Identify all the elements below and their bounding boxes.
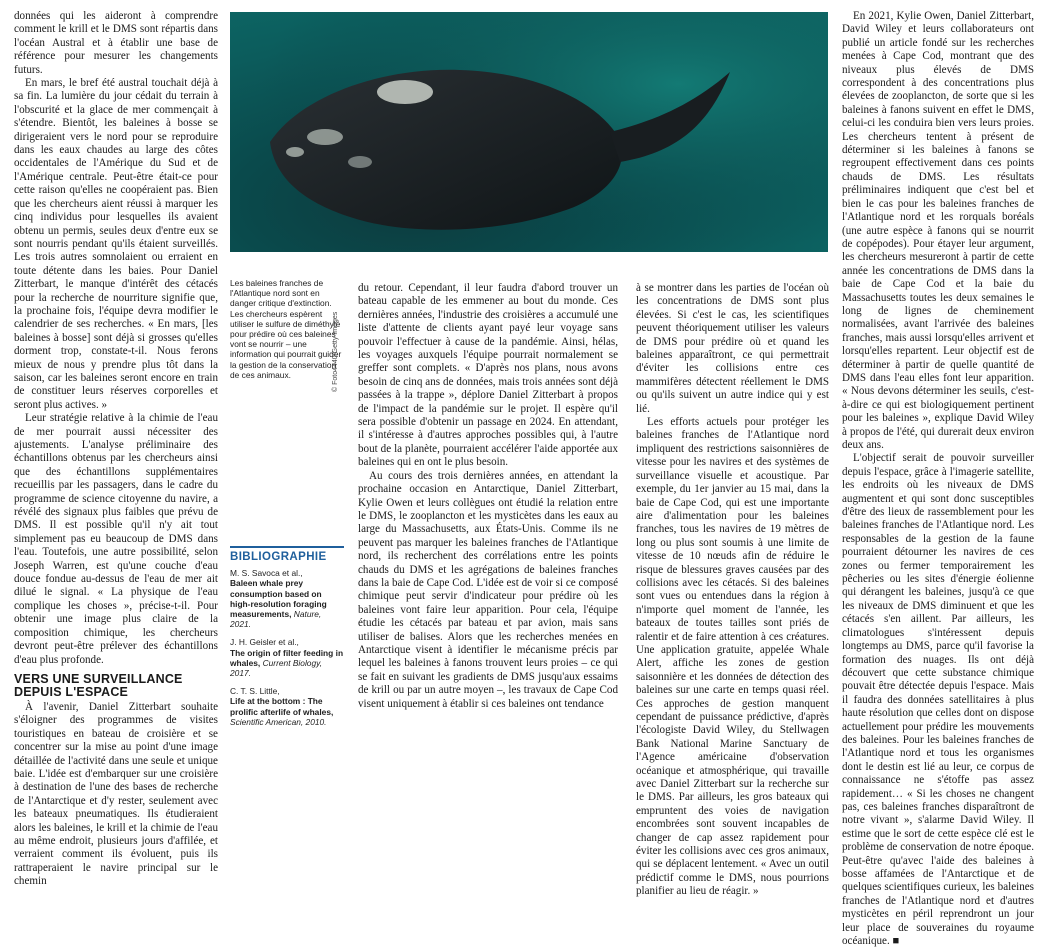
bib-title: Baleen whale prey consumption based on high-resolution foraging measurements,	[230, 578, 327, 620]
paragraph: Au cours des trois dernières années, en attendant la prochaine occasion en Antarctique, Daniel Zitterbart, Kylie Owen et leurs collègues ont étudié la relation entre le DMS, le zooplancton et les mysticètes dans les eaux au large du Massachusetts, aux États-Unis. Comme ils ne peuvent pas marquer les baleines franches de l'Atlantique nord, ils recherchent des corrélations entre les points chauds du DMS et les agrégations de baleines franches dans la baie de Cape Cod. L'idée est de voir si ce composé chimique peut servir d'indicateur pour prédire où les baleines vont faire leur apparition. Pour cela, l'équipe étudie les cétacés par bateau et par avion, mais sans utiliser de balises. Alors que les recherches menées en Antarctique visent à identifier le mécanisme précis par lequel les baleines à fanons trouvent leurs proies – ce qui se fait en suivant les gradients de DMS jusqu'aux essaims de krill ou par un autre moyen –, les travaux de Cape Cod visent uniquement à établir si ces baleines ont tendance	[358, 469, 618, 710]
column-2	[358, 282, 618, 711]
bibliography-item	[230, 686, 344, 727]
column-1	[14, 10, 218, 889]
whale-photo	[230, 12, 828, 252]
bibliography	[230, 546, 344, 735]
paragraph: à se montrer dans les parties de l'océan où les concentrations de DMS sont plus élevées. Si c'est le cas, les scientifiques peuvent théoriquement utiliser les valeurs de DMS pour prédire où et quand les baleines apparaîtront, ce qui permettrait d'éviter les collisions entre ces mammifères détectent réellement le DMS ou qu'ils suivent un autre indice qui y est lié.	[636, 282, 829, 415]
bibliography-item	[230, 568, 344, 629]
bib-authors: M. S. Savoca et al.,	[230, 568, 303, 579]
bib-source: Nature, 2021.	[230, 609, 322, 630]
paragraph: Les efforts actuels pour protéger les baleines franches de l'Atlantique nord impliquent des restrictions saisonnières de vitesse pour les navires et des systèmes de surveillance visuelle et acoustique. Par exemple, du 1er janvier au 15 mai, dans la baie de Cape Cod, qui est une importante aire d'alimentation pour les baleines franches, tous les navires de 19 mètres de long ou plus sont soumis à une limite de vitesse de 10 nœuds afin de réduire le risque de blessures graves causées par des collisions avec les cétacés. Si des baleines sont vues ou entendues dans la région à n'importe quel moment de l'année, les bateaux de toutes tailles sont priés de ralentir et de faire attention à ces créatures. Une application gratuite, appelée Whale Alert, affiche les zones de gestion saisonnière et les données de détection des baleines sur une carte en temps quasi réel. Ces approches de gestion manquent cependant de puissance prédictive, d'après l'écologiste David Wiley, du Stellwagen Bank National Marine Sanctuary de l'Agence américaine d'observation océanique et atmosphérique, qui travaille avec Daniel Zitterbart sur la recherche sur le DMS. Par ailleurs, les gros bateaux qui empruntent des voies de navigation encombrées sont souvent incapables de changer de cap assez rapidement pour éviter les collisions avec ces gros animaux, qui se déplacent lentement. « Avec un outil prédictif comme le DMS, nous pourrions planifier au lieu de réagir. »	[636, 416, 829, 898]
photo-credit: © Foto4440/Getty Images	[332, 311, 339, 392]
section-heading: VERS UNE SURVEILLANCE DEPUIS L'ESPACE	[14, 671, 183, 699]
whale-illustration	[230, 12, 828, 252]
bib-source: Scientific American, 2010.	[230, 716, 327, 727]
bib-title: The origin of filter feeding in whales,	[230, 647, 344, 668]
paragraph: En 2021, Kylie Owen, Daniel Zitterbart, David Wiley et leurs collaborateurs ont publié un article fondé sur les recherches menées à Cape Cod, montrant que des niveaux plus élevés de DMS correspondent à des concentrations plus élevées de zooplancton, de sorte que si les baleines à fanons suivent en effet le DMS, celui-ci les conduira bien vers leurs proies. Les chercheurs tentent à présent de déterminer si les baleines à fanons se regroupent effectivement dans ces points chauds de DMS. Les résultats préliminaires indiquent que c'est bel et bien le cas pour les baleines franches de l'Atlantique nord et les rorquals boréals (une autre espèce à fanons qui se nourrit de copépodes). Pour étayer leur argument, les chercheurs mesureront à partir de cette année les concentrations de DMS dans la baie de Cape Cod et la baie du Massachusetts toutes les deux semaines le long de lignes de cheminement normalisées, avant l'arrivée des baleines franches, mais aussi lorsqu'elles arrivent et lorsqu'elles repartent. Leur objectif est de déterminer à partir de quelle quantité de DMS dans l'eau elles font leur apparition. « Nous devons déterminer les seuils, c'est-à-dire ce qui est biologiquement pertinent pour les baleines », explique David Wiley à propos de l'été, qui durerait deux environ deux ans.	[842, 10, 1034, 451]
photo-caption: Les baleines franches de l'Atlantique nord sont en danger critique d'extinction. Les chercheurs espèrent utiliser le sulfure de diméthyle pour prédire où ces baleines vont se nourrir – une information qui pourrait guider la gestion de la conservation de ces animaux.	[230, 278, 342, 380]
bib-title: Life at the bottom : The prolific afterlife of whales,	[230, 696, 334, 717]
paragraph: données qui les aideront à comprendre comment le krill et le DMS sont répartis dans l'océan Austral et à établir une base de référence pour mesurer les changements futurs.	[14, 10, 218, 76]
column-3	[636, 282, 829, 899]
paragraph: Leur stratégie relative à la chimie de l'eau de mer pourrait aussi nécessiter des ajustements. L'analyse préliminaire des échantillons obtenus par les chercheurs ainsi que des échantillons supplémentaires recueillis par les passagers, dans le cadre du programme de science citoyenne du navire, a révélé des signaux plus faibles que prévu de DMS. Il est possible qu'il n'y ait tout simplement pas eu beaucoup de DMS dans l'eau. Toutefois, une autre possibilité, selon Joseph Warren, est qu'une couche d'eau douce fondue au-dessus de l'eau de mer ait dilué le signal. « La physique de l'eau complique les choses », précise-t-il. Pour obtenir une image plus claire de la composition chimique, les chercheurs devront peut-être prélever des échantillons d'eau plus profonde.	[14, 412, 218, 666]
paragraph: L'objectif serait de pouvoir surveiller depuis l'espace, grâce à l'imagerie satellite, les endroits où les niveaux de DMS augmentent et qui sont donc susceptibles d'être des lieux de rassemblement pour les baleines franches de l'Atlantique nord. Les responsables de la gestion de la faune pourraient détourner les navires de ces zones ou fermer temporairement les pêcheries ou les sites d'énergie éolienne qui dérangent les baleines, jusqu'à ce que les niveaux de DMS diminuent et que les cétacés s'en aillent. Par ailleurs, les climatologues s'intéressent depuis longtemps au DMS, parce qu'il favorise la formation des nuages. Ils ont déjà découvert que cette substance chimique pouvait être détectée depuis l'espace. Mais il faudra des données satellitaires à plus haute résolution que celles dont on dispose actuellement pour prédire les mouvements des baleines. Pour les baleines franches de l'Atlantique nord et tous les organismes dont le destin est lié au leur, ce corpus de connaissance ne s'étoffe pas assez rapidement… « Si les choses ne changent pas, ces baleines franches disparaîtront de notre vivant », s'alarme David Wiley. Il estime que le sort de cette espèce clé est le problème de conservation de notre époque. Peut-être qu'avec l'aide des baleines à bosse affamées de l'Antarctique et de quelques scientifiques curieux, les baleines franches de l'Atlantique nord et d'autres mysticètes en péril reprendront un jour leur place de souveraines du royaume océanique. ■	[842, 452, 1034, 948]
bib-authors: J. H. Geisler et al.,	[230, 637, 299, 648]
bibliography-item	[230, 637, 344, 678]
column-4	[842, 10, 1034, 948]
bibliography-title: BIBLIOGRAPHIE	[230, 546, 344, 562]
bib-authors: C. T. S. Little,	[230, 686, 280, 697]
paragraph: À l'avenir, Daniel Zitterbart souhaite s'éloigner des programmes de visites touristiques en bateau de croisière et se concentrer sur la mise au point d'une image détaillée de l'activité dans une seule et unique baie. L'idée est d'embarquer sur une croisière à destination de l'une des bases de recherche de l'Antarctique et d'y rester, seulement avec les bateaux pneumatiques. Ils étudieraient alors les baleines, le krill et la chimie de l'eau au même endroit, plusieurs jours d'affilée, et verraient comment ils évoluent, puis ils rattraperaient le navire principal sur le chemin	[14, 700, 218, 888]
bib-source: Current Biology, 2017.	[230, 657, 323, 679]
paragraph: En mars, le bref été austral touchait déjà à sa fin. La lumière du jour cédait du terrain à l'obscurité et la glace de mer commençait à s'étendre. Bientôt, les baleines à bosse se dirigeraient vers le nord pour se reproduire dans les eaux chaudes au large des côtes occidentales de l'Amérique du Sud et de l'Amérique centrale. Peut-être était-ce pour cette raison qu'elles ne coopéraient pas. Bien que les chercheurs aient réussi à marquer les cinq individus pour lesquelles ils avaient obtenu un permis, seules deux d'entre eux se sont nourris pendant qu'ils étaient surveillés. Les trois autres somnolaient ou erraient en toute détente dans les baies. Pour Daniel Zitterbart, le manque d'intérêt des cétacés pour la recherche de nourriture signifie que, la prochaine fois, l'équipe devra modifier le calendrier de ses recherches. « En mars, [les baleines à bosse] sont déjà si grosses qu'elles dorment trop, constate-t-il. Nous ferons mieux de nous y prendre plus tôt dans la saison, car les baleines seront encore en train de constituer leurs réserves corporelles et seront plus actives. »	[14, 77, 218, 411]
paragraph: du retour. Cependant, il leur faudra d'abord trouver un bateau capable de les emmener au bout du monde. Ces dernières années, l'industrie des croisières a accumulé une liste d'attente de clients ayant payé leur voyage sans pouvoir l'effectuer à cause de la pandémie. Ainsi, hélas, les voyages auxquels l'équipe pourrait normalement se greffer sont complets. « D'après nos plans, nous avons besoin de cinq ans de données, mais trois années sont déjà passées à la trappe », déplore Daniel Zitterbart à propos de l'impact de la pandémie sur le projet. Il espère qu'il sera possible d'obtenir un passage en 2024. En attendant, il s'intéresse à d'autres approches possibles qui, à l'autre bout de la planète, pourraient accélérer l'aide apportée aux baleines qui en ont le plus besoin.	[358, 282, 618, 469]
